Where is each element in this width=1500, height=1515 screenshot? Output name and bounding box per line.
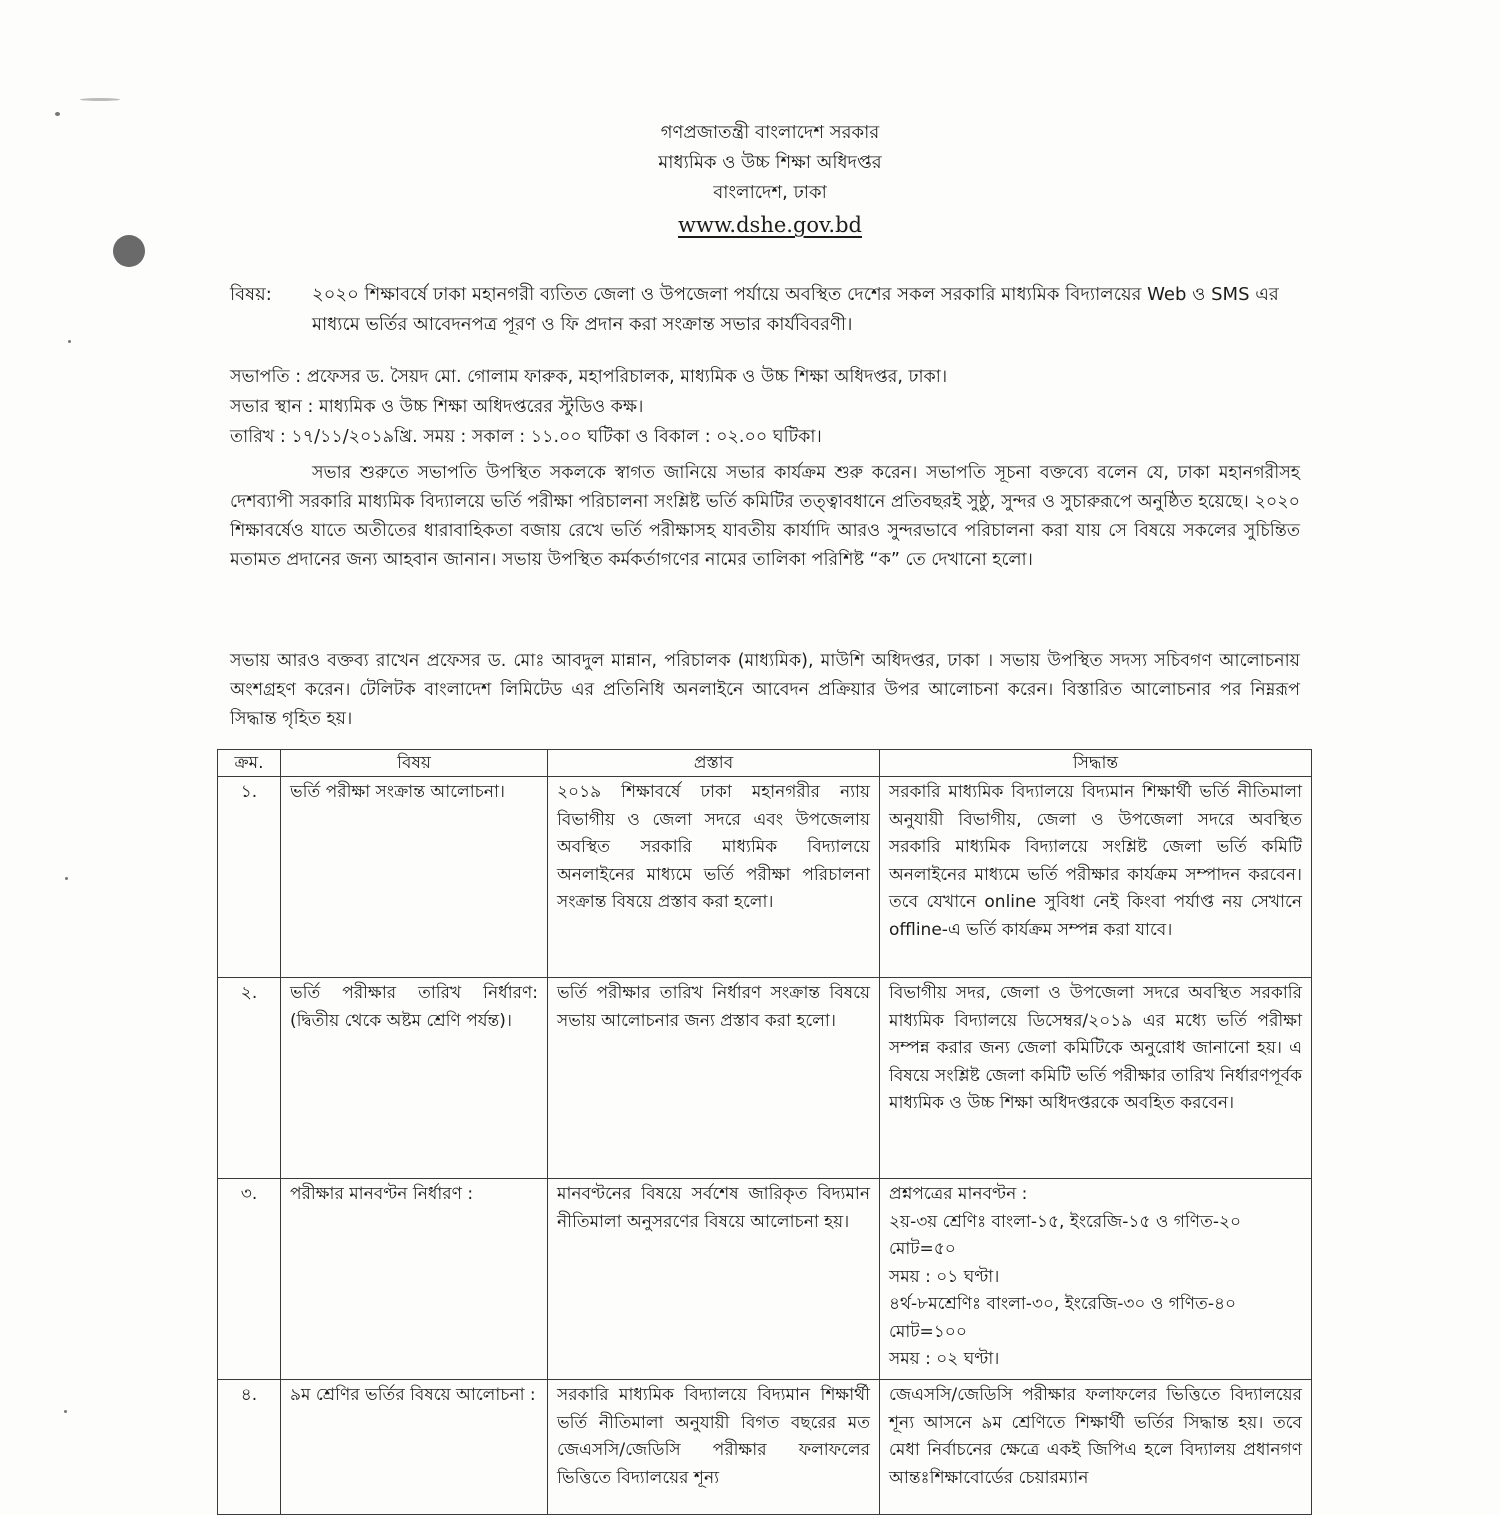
- row-serial: ১.: [218, 777, 281, 978]
- row-proposal: সরকারি মাধ্যমিক বিদ্যালয়ে বিদ্যমান শিক্ষার্থী ভর্তি নীতিমালা অনুযায়ী বিগত বছরের মত জেএসসি/জেডিসি পরীক্ষার ফলাফলের ভিত্তিতে বিদ্যালয়ের শূন্য: [548, 1380, 880, 1515]
- marks-time: সময় : ০১ ঘণ্টা।: [889, 1266, 1000, 1287]
- header-serial: ক্রম.: [218, 750, 281, 777]
- marks-total: মোট=১০০: [889, 1321, 967, 1342]
- marks-line: ৪র্থ-৮মশ্রেণিঃ বাংলা-৩০, ইংরেজি-৩০ ও গণিত-৪০: [889, 1294, 1237, 1314]
- header-proposal: প্রস্তাব: [548, 750, 880, 777]
- marks-time: সময় : ০২ ঘণ্টা।: [889, 1349, 1000, 1369]
- subject-text: ২০২০ শিক্ষাবর্ষে ঢাকা মহানগরী ব্যতিত জেলা ও উপজেলা পর্যায়ে অবস্থিত দেশের সকল সরকারি মাধ্যমিক বিদ্যালয়ের Web ও SMS এর মাধ্যমে ভর্তির আবেদনপত্র পূরণ ও ফি প্রদান করা সংক্রান্ত সভার কার্যবিবরণী।: [312, 284, 1279, 335]
- row-proposal: ভর্তি পরীক্ষার তারিখ নির্ধারণ সংক্রান্ত বিষয়ে সভায় আলোচনার জন্য প্রস্তাব করা হলো।: [548, 978, 880, 1179]
- subject-block: [230, 280, 1305, 340]
- row-decision: বিভাগীয় সদর, জেলা ও উপজেলা সদরে অবস্থিত সরকারি মাধ্যমিক বিদ্যালয়ে ডিসেম্বর/২০১৯ এর মধ্যে ভর্তি পরীক্ষা সম্পন্ন করার জন্য জেলা কমিটিকে অনুরোধ জানানো হয়। এ বিষয়ে সংশ্লিষ্ট জেলা কমিটি ভর্তি পরীক্ষার তারিখ নির্ধারণপূর্বক মাধ্যমিক ও উচ্চ শিক্ষা অধিদপ্তরকে অবহিত করবেন।: [880, 978, 1312, 1179]
- decisions-table: [217, 749, 1312, 1515]
- meeting-venue: সভার স্থান : মাধ্যমিক ও উচ্চ শিক্ষা অধিদপ্তরের স্টুডিও কক্ষ।: [230, 397, 644, 417]
- subject-label: বিষয়:: [230, 284, 272, 305]
- row-proposal: ২০১৯ শিক্ষাবর্ষে ঢাকা মহানগরীর ন্যায় বিভাগীয় ও জেলা সদরে এবং উপজেলায় অবস্থিত সরকারি মাধ্যমিক বিদ্যালয়ে অনলাইনের মাধ্যমে ভর্তি পরীক্ষা পরিচালনা সংক্রান্ত বিষয়ে প্রস্তাব করা হলো।: [548, 777, 880, 978]
- scan-speck: [64, 1410, 67, 1413]
- scan-speck: [68, 340, 71, 343]
- table-header-row: [218, 750, 1312, 777]
- row-topic: ভর্তি পরীক্ষা সংক্রান্ত আলোচনা।: [281, 777, 548, 978]
- letterhead: [540, 118, 1000, 242]
- row-serial: ৪.: [218, 1380, 281, 1515]
- row-topic: পরীক্ষার মানবণ্টন নির্ধারণ :: [281, 1179, 548, 1380]
- row-decision: সরকারি মাধ্যমিক বিদ্যালয়ে বিদ্যমান শিক্ষার্থী ভর্তি নীতিমালা অনুযায়ী বিভাগীয়, জেলা ও উপজেলা সদরে অবস্থিত সরকারি মাধ্যমিক বিদ্যালয়ে সংশ্লিষ্ট জেলা ভর্তি কমিটি অনলাইনের মাধ্যমে ভর্তি পরীক্ষার কার্যক্রম সম্পাদন করবেন। তবে যেখানে online সুবিধা নেই কিংবা পর্যাপ্ত নয় সেখানে offline-এ ভর্তি কার্যক্রম সম্পন্ন করা যাবে।: [880, 777, 1312, 978]
- scan-smudge: [80, 98, 120, 101]
- discussion-paragraph: সভায় আরও বক্তব্য রাখেন প্রফেসর ড. মোঃ আবদুল মান্নান, পরিচালক (মাধ্যমিক), মাউশি অধিদপ্তর, ঢাকা । সভায় উপস্থিত সদস্য সচিবগণ আলোচনায় অংশগ্রহণ করেন। টেলিটক বাংলাদেশ লিমিটেড এর প্রতিনিধি অনলাইনে আবেদন প্রক্রিয়ার উপর আলোচনা করেন। বিস্তারিত আলোচনার পর নিম্নরূপ সিদ্ধান্ত গৃহিত হয়।: [230, 651, 1300, 729]
- intro-paragraph: সভার শুরুতে সভাপতি উপস্থিত সকলকে স্বাগত জানিয়ে সভার কার্যক্রম শুরু করেন। সভাপতি সূচনা বক্তব্যে বলেন যে, ঢাকা মহানগরীসহ দেশব্যাপী সরকারি মাধ্যমিক বিদ্যালয়ে ভর্তি পরীক্ষা পরিচালনা সংশ্লিষ্ট ভর্তি কমিটির তত্ত্বাবধানে প্রতিবছরই সুষ্ঠু, সুন্দর ও সুচারুরূপে অনুষ্ঠিত হয়েছে। ২০২০ শিক্ষাবর্ষেও যাতে অতীতের ধারাবাহিকতা বজায় রেখে ভর্তি পরীক্ষাসহ যাবতীয় কার্যাদি আরও সুন্দরভাবে পরিচালনা করা যায় সে বিষয়ে সকলের সুচিন্তিত মতামত প্রদানের জন্য আহবান জানান। সভায় উপস্থিত কর্মকর্তাগণের নামের তালিকা পরিশিষ্ট “ক” তে দেখানো হলো।: [230, 463, 1300, 570]
- directorate-name: মাধ্যমিক ও উচ্চ শিক্ষা অধিদপ্তর: [658, 152, 882, 173]
- scan-speck: [55, 112, 60, 116]
- table-row: [218, 978, 1312, 1179]
- row-proposal: মানবণ্টনের বিষয়ে সর্বশেষ জারিকৃত বিদ্যমান নীতিমালা অনুসরণের বিষয়ে আলোচনা হয়।: [548, 1179, 880, 1380]
- marks-total: মোট=৫০: [889, 1239, 956, 1259]
- meeting-info: [230, 362, 1305, 452]
- row-decision: [880, 1179, 1312, 1380]
- meeting-datetime: তারিখ : ১৭/১১/২০১৯খ্রি. সময় : সকাল : ১১.০০ ঘটিকা ও বিকাল : ০২.০০ ঘটিকা।: [230, 427, 822, 447]
- location: বাংলাদেশ, ঢাকা: [713, 182, 827, 203]
- row-serial: ৩.: [218, 1179, 281, 1380]
- row-topic: ভর্তি পরীক্ষার তারিখ নির্ধারণ: (দ্বিতীয় থেকে অষ্টম শ্রেণি পর্যন্ত)।: [281, 978, 548, 1179]
- marks-line: ২য়-৩য় শ্রেণিঃ বাংলা-১৫, ইংরেজি-১৫ ও গণিত-২০: [889, 1211, 1242, 1232]
- table-row: [218, 1380, 1312, 1515]
- marks-heading: প্রশ্নপত্রের মানবণ্টন :: [889, 1184, 1028, 1204]
- table-row: [218, 777, 1312, 978]
- meeting-chair: সভাপতি : প্রফেসর ড. সৈয়দ মো. গোলাম ফারুক, মহাপরিচালক, মাধ্যমিক ও উচ্চ শিক্ষা অধিদপ্তর, ঢাকা।: [230, 367, 948, 387]
- scan-speck: [65, 877, 68, 880]
- punch-hole: [113, 235, 145, 267]
- government-name: গণপ্রজাতন্ত্রী বাংলাদেশ সরকার: [660, 122, 880, 143]
- row-decision: জেএসসি/জেডিসি পরীক্ষার ফলাফলের ভিত্তিতে বিদ্যালয়ের শূন্য আসনে ৯ম শ্রেণিতে শিক্ষার্থী ভর্তির সিদ্ধান্ত হয়। তবে মেধা নির্বাচনের ক্ষেত্রে একই জিপিএ হলে বিদ্যালয় প্রধানগণ আন্তঃশিক্ষাবোর্ডের চেয়ারম্যান: [880, 1380, 1312, 1515]
- row-serial: ২.: [218, 978, 281, 1179]
- website-link[interactable]: www.dshe.gov.bd: [678, 213, 862, 237]
- header-topic: বিষয়: [281, 750, 548, 777]
- table-row: [218, 1179, 1312, 1380]
- row-topic: ৯ম শ্রেণির ভর্তির বিষয়ে আলোচনা :: [281, 1380, 548, 1515]
- header-decision: সিদ্ধান্ত: [880, 750, 1312, 777]
